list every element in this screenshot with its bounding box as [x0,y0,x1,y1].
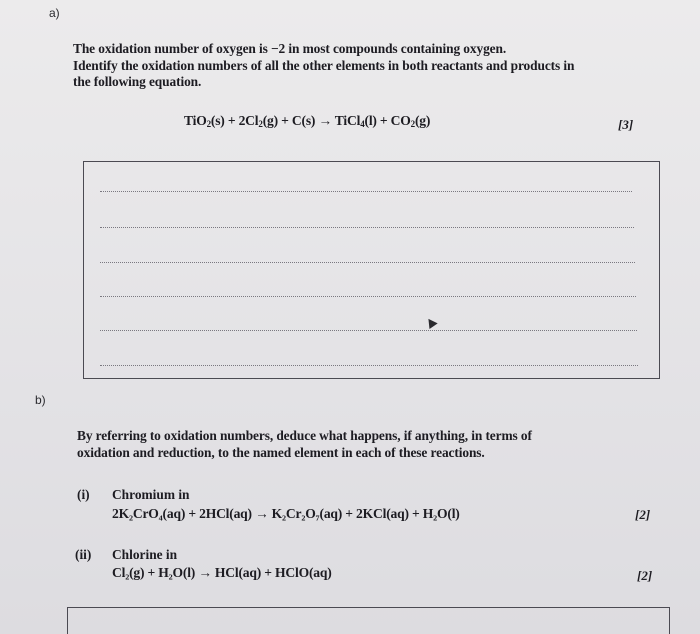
question-line: the following equation. [73,74,202,89]
answer-box-b[interactable] [67,607,670,634]
answer-line [100,296,636,297]
item-ii-title: Chlorine in [112,547,178,562]
answer-line [100,330,637,331]
part-b-intro [77,428,647,461]
item-ii-marks: [2] [637,568,653,583]
item-ii-number: (ii) [75,547,92,562]
part-a-marks: [3] [618,117,634,132]
part-b-label: b) [35,393,46,407]
item-i-number: (i) [77,487,90,502]
intro-line: oxidation and reduction, to the named element in each of these reactions. [77,444,485,460]
question-line: The oxidation number of oxygen is −2 in most compounds containing oxygen. [73,41,507,56]
item-i-equation: 2K₂CrO₄(aq) + 2HCl(aq) → K₂Cr₂O₇(aq) + 2KCl(aq) + H₂O(l) [112,506,460,521]
part-a-question [73,41,653,91]
intro-line: By referring to oxidation numbers, deduce what happens, if anything, in terms of [77,428,532,443]
item-i-title: Chromium in [112,487,190,502]
answer-line [100,191,632,192]
answer-line [100,262,635,263]
part-a-label: a) [49,6,60,20]
answer-line [100,365,638,366]
answer-box-a[interactable] [83,161,660,379]
part-a-equation: $TiO_2(s) + 2Cl_2(g) + C(s)$ → TiCl$_4$(l) + $CO_2(g)$ [184,113,431,129]
question-line: Identify the oxidation numbers of all the other elements in both reactants and products in [73,57,575,73]
item-i-marks: [2] [635,507,651,522]
answer-line [100,227,634,228]
item-ii-equation: Cl₂(g) + H₂O(l) → HCl(aq) + HClO(aq) [112,565,332,580]
